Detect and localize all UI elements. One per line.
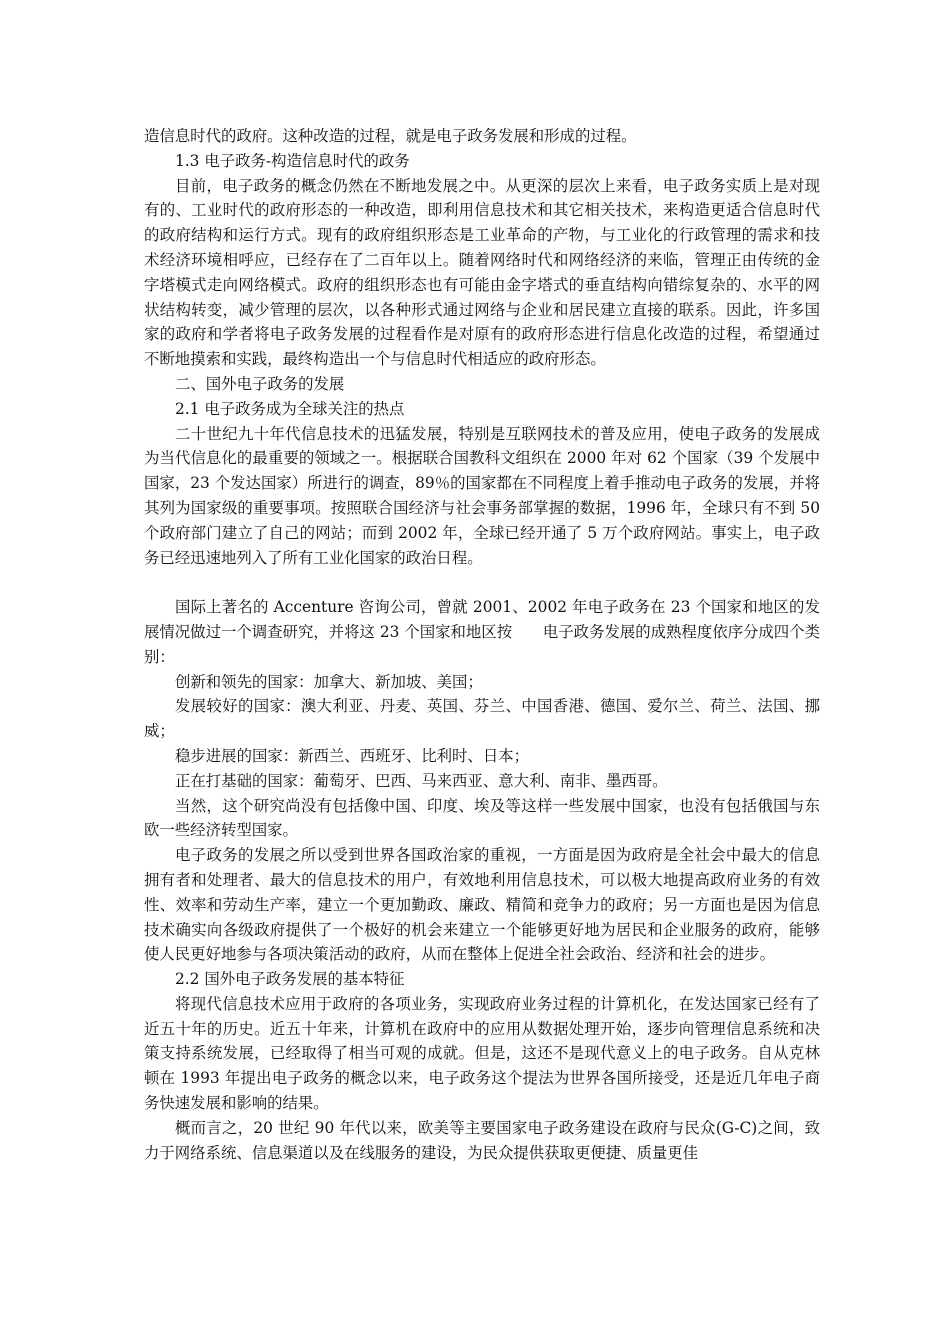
category-item: 稳步进展的国家：新西兰、西班牙、比利时、日本； xyxy=(175,746,529,765)
blank-line xyxy=(144,570,820,595)
paragraph: 将现代信息技术应用于政府的各项业务，实现政府业务过程的计算机化，在发达国家已经有了近五十年的历史。近五十年来，计算机在政府中的应用从数据处理开始，逐步向管理信息系统和决策支持系统发展，已经取得了相当可观的成就。但是，这还不是现代意义上的电子政务。自从克林顿在 1993 年提出电子政务的概念以来，电子政务这个提法为世界各国所接受，还是近几年电子商务快速发展和影响的结果。 xyxy=(144,994,820,1113)
paragraph: 电子政务的发展之所以受到世界各国政治家的重视，一方面是因为政府是全社会中最大的信息拥有者和处理者、最大的信息技术的用户，有效地利用信息技术，可以极大地提高政府业务的有效性、效率和劳动生产率，建立一个更加勤政、廉政、精简和竞争力的政府；另一方面也是因为信息技术确实向各级政府提供了一个极好的机会来建立一个能够更好地为居民和企业服务的政府，能够使人民更好地参与各项决策活动的政府，从而在整体上促进全社会政治、经济和社会的进步。 xyxy=(144,846,820,964)
paragraph-continuation: 造信息时代的政府。这种改造的过程，就是电子政务发展和形成的过程。 xyxy=(144,127,637,145)
category-item: 发展较好的国家：澳大利亚、丹麦、英国、芬兰、中国香港、德国、爱尔兰、荷兰、法国、挪威； xyxy=(144,697,820,741)
paragraph: 概而言之，20 世纪 90 年代以来，欧美等主要国家电子政务建设在政府与民众(G-C)之间，致力于网络系统、信息渠道以及在线服务的建设，为民众提供获取更便捷、质量更佳 xyxy=(144,1118,820,1162)
paragraph: 国际上著名的 Accenture 咨询公司，曾就 2001、2002 年电子政务在 23 个国家和地区的发展情况做过一个调查研究，并将这 23 个国家和地区按 电子政务发展的成熟程度依序分成四个类别： xyxy=(144,598,820,666)
paragraph: 目前，电子政务的概念仍然在不断地发展之中。从更深的层次上来看，电子政务实质上是对现有的、工业时代的政府形态的一种改造，即利用信息技术和其它相关技术，来构造更适合信息时代的政府结构和运行方式。现有的政府组织形态是工业革命的产物，与工业化的行政管理的需求和技术经济环境相呼应，已经存在了二百年以上。随着网络时代和网络经济的来临，管理正由传统的金字塔模式走向网络模式。政府的组织形态也有可能由金字塔式的垂直结构向错综复杂的、水平的网状结构转变，减少管理的层次，以各种形式通过网络与企业和居民建立直接的联系。因此，许多国家的政府和学者将电子政务发展的过程看作是对原有的政府形态进行信息化改造的过程，希望通过不断地摸索和实践，最终构造出一个与信息时代相适应的政府形态。 xyxy=(144,176,820,369)
section-heading-2-2: 2.2 国外电子政务发展的基本特征 xyxy=(175,970,405,989)
section-heading-2-1: 2.1 电子政务成为全球关注的热点 xyxy=(175,399,405,418)
paragraph: 当然，这个研究尚没有包括像中国、印度、埃及等这样一些发展中国家，也没有包括俄国与东欧一些经济转型国家。 xyxy=(144,796,820,840)
paragraph: 二十世纪九十年代信息技术的迅猛发展，特别是互联网技术的普及应用，使电子政务的发展成为当代信息化的最重要的领域之一。根据联合国教科文组织在 2000 年对 62 个国家（39 个发展中国家，23 个发达国家）所进行的调查，89％的国家都在不同程度上着手推动电子政务的发展，并将其列为国家级的重要事项。按照联合国经济与社会事务部掌握的数据，1996 年，全球只有不到 50 个政府部门建立了自己的网站；而到 2002 年，全球已经开通了 5 万个政府网站。事实上，电子政务已经迅速地列入了所有工业化国家的政治日程。 xyxy=(144,424,820,567)
section-heading-2: 二、国外电子政务的发展 xyxy=(175,374,345,393)
category-item: 创新和领先的国家：加拿大、新加坡、美国； xyxy=(175,672,483,691)
section-heading-1-3: 1.3 电子政务-构造信息时代的政务 xyxy=(175,151,410,170)
category-item: 正在打基础的国家：葡萄牙、巴西、马来西亚、意大利、南非、墨西哥。 xyxy=(175,771,668,790)
document-page xyxy=(144,124,820,1165)
